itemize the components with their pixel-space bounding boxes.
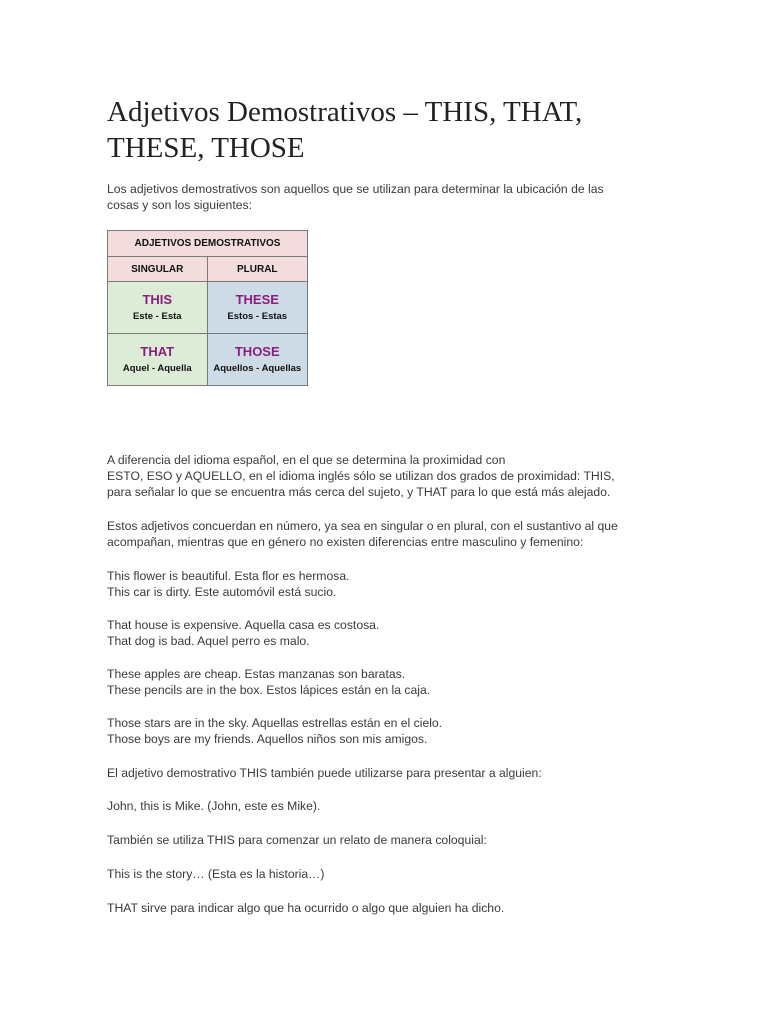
- story-example: This is the story… (Esta es la historia…): [107, 867, 325, 881]
- difference-line-2: ESTO, ESO y AQUELLO, en el idioma inglés sólo se utilizan dos grados de proximidad: THIS,: [107, 469, 615, 483]
- word-those: THOSE: [234, 344, 280, 359]
- cell-this: [108, 282, 208, 334]
- translation-those: Aquellos - Aquellas: [213, 363, 302, 374]
- agreement-paragraph: [107, 518, 667, 550]
- title-line-1: Adjetivos Demostrativos – THIS, THAT,: [107, 96, 583, 128]
- title-line-2: THESE, THOSE: [107, 132, 305, 164]
- example-these-2: These pencils are in the box. Estos lápices están en la caja.: [107, 683, 431, 697]
- difference-line-3: para señalar lo que se encuentra más cerca del sujeto, y THAT para lo que está más alejado.: [107, 485, 611, 499]
- translation-this: Este - Esta: [132, 311, 182, 322]
- cell-those: [207, 334, 307, 386]
- example-those-1: Those stars are in the sky. Aquellas estrellas están en el cielo.: [107, 716, 443, 730]
- cell-that: [108, 334, 208, 386]
- word-these: THESE: [235, 292, 279, 307]
- present-paragraph: El adjetivo demostrativo THIS también puede utilizarse para presentar a alguien:: [107, 766, 542, 780]
- present-example: John, this is Mike. (John, este es Mike).: [107, 799, 321, 813]
- intro-line-1: Los adjetivos demostrativos son aquellos que se utilizan para determinar la ubicación de las: [107, 182, 604, 196]
- demonstratives-table: [107, 230, 308, 386]
- that-paragraph: THAT sirve para indicar algo que ha ocurrido o algo que alguien ha dicho.: [107, 901, 505, 915]
- example-those-2: Those boys are my friends. Aquellos niños son mis amigos.: [107, 732, 428, 746]
- example-these-1: These apples are cheap. Estas manzanas son baratas.: [107, 667, 406, 681]
- intro-paragraph: [107, 181, 667, 213]
- translation-that: Aquel - Aquella: [122, 363, 192, 374]
- page-title: [107, 94, 667, 166]
- table-col-plural: PLURAL: [207, 257, 307, 282]
- cell-these: [207, 282, 307, 334]
- table-col-singular: SINGULAR: [108, 257, 208, 282]
- table-header: ADJETIVOS DEMOSTRATIVOS: [108, 231, 308, 257]
- difference-line-1: A diferencia del idioma español, en el que se determina la proximidad con: [107, 453, 506, 467]
- translation-these: Estos - Estas: [227, 311, 288, 322]
- examples-that: [107, 617, 667, 649]
- example-this-2: This car is dirty. Este automóvil está sucio.: [107, 585, 337, 599]
- story-paragraph: También se utiliza THIS para comenzar un relato de manera coloquial:: [107, 833, 487, 847]
- examples-this: [107, 568, 667, 600]
- intro-line-2: cosas y son los siguientes:: [107, 198, 252, 212]
- difference-paragraph: [107, 452, 667, 500]
- agreement-line-2: acompañan, mientras que en género no existen diferencias entre masculino y femenino:: [107, 535, 584, 549]
- examples-these: [107, 666, 667, 698]
- agreement-line-1: Estos adjetivos concuerdan en número, ya sea en singular o en plural, con el sustantivo al que: [107, 519, 618, 533]
- example-this-1: This flower is beautiful. Esta flor es hermosa.: [107, 569, 350, 583]
- word-that: THAT: [140, 344, 175, 359]
- example-that-1: That house is expensive. Aquella casa es costosa.: [107, 618, 380, 632]
- examples-those: [107, 715, 667, 747]
- word-this: THIS: [142, 292, 173, 307]
- example-that-2: That dog is bad. Aquel perro es malo.: [107, 634, 310, 648]
